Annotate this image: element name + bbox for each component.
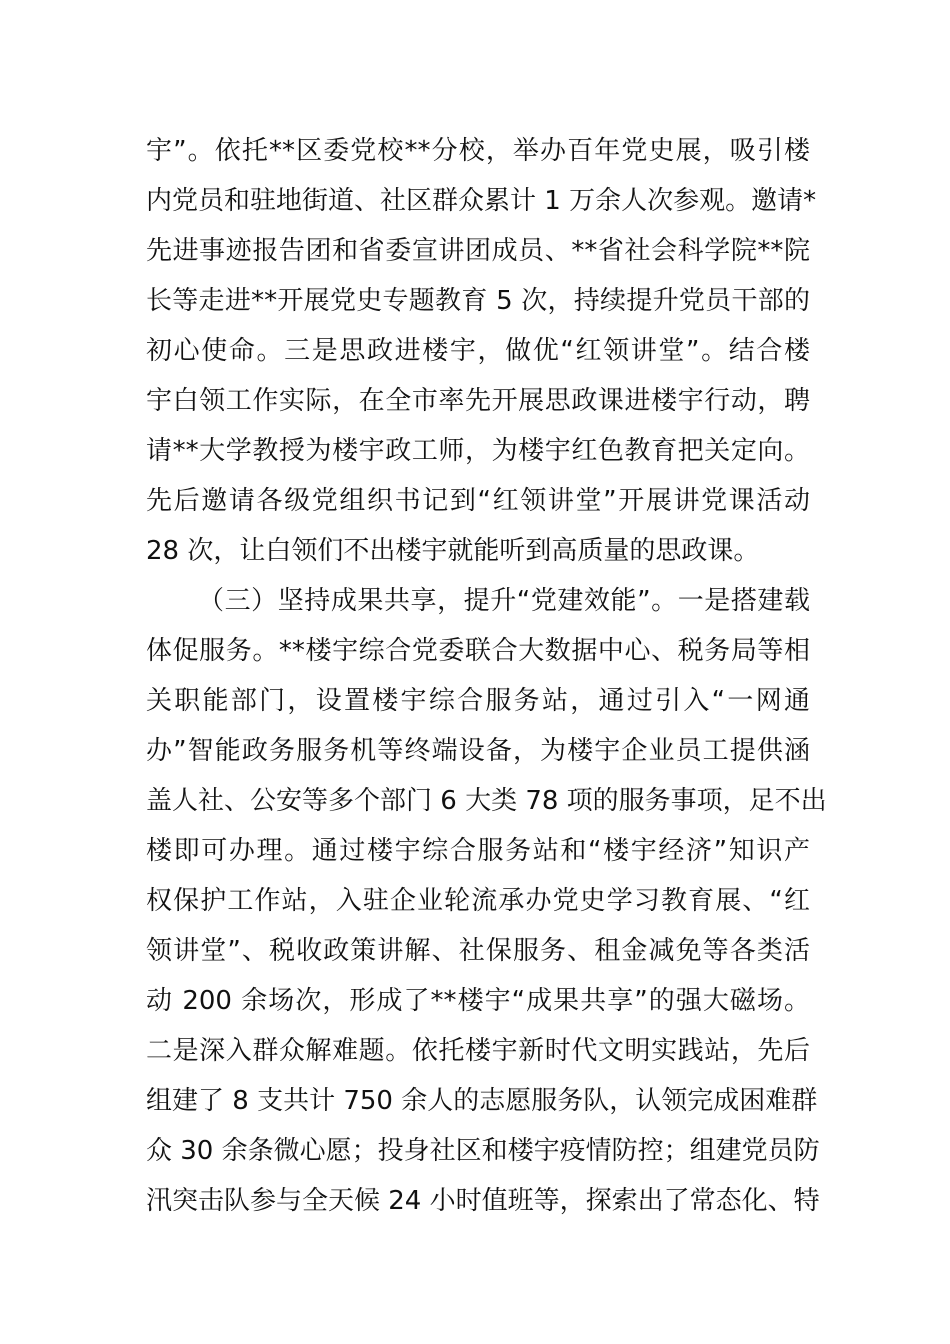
- text-line-14: 盖人社、公安等多个部门 6 大类 78 项的服务事项，足不出: [146, 786, 827, 816]
- text-line-18: 动 200 余场次，形成了**楼宇“成果共享”的强大磁场。: [146, 986, 810, 1016]
- text-line-7: 请**大学教授为楼宇政工师，为楼宇红色教育把关定向。: [146, 436, 810, 466]
- text-line-19: 二是深入群众解难题。依托楼宇新时代文明实践站，先后: [146, 1036, 810, 1066]
- text-line-3: 先进事迹报告团和省委宣讲团成员、**省社会科学院**院: [146, 236, 810, 266]
- text-line-12: 关职能部门，设置楼宇综合服务站，通过引入“一网通: [146, 686, 810, 716]
- text-line-6: 宇白领工作实际，在全市率先开展思政课进楼宇行动，聘: [146, 386, 810, 416]
- text-line-13: 办”智能政务服务机等终端设备，为楼宇企业员工提供涵: [146, 736, 810, 766]
- text-line-5: 初心使命。三是思政进楼宇，做优“红领讲堂”。结合楼: [146, 336, 810, 366]
- text-line-21: 众 30 余条微心愿；投身社区和楼宇疫情防控；组建党员防: [146, 1136, 820, 1166]
- text-line-11: 体促服务。**楼宇综合党委联合大数据中心、税务局等相: [146, 636, 810, 666]
- text-line-8: 先后邀请各级党组织书记到“红领讲堂”开展讲党课活动: [146, 486, 810, 516]
- text-line-10-paragraph-start: （三）坚持成果共享，提升“党建效能”。一是搭建载: [198, 586, 810, 616]
- text-line-20: 组建了 8 支共计 750 余人的志愿服务队，认领完成困难群: [146, 1086, 818, 1116]
- text-line-17: 领讲堂”、税收政策讲解、社保服务、租金减免等各类活: [146, 936, 810, 966]
- text-line-22: 汛突击队参与全天候 24 小时值班等，探索出了常态化、特: [146, 1186, 820, 1216]
- text-line-15: 楼即可办理。通过楼宇综合服务站和“楼宇经济”知识产: [146, 836, 810, 866]
- text-line-16: 权保护工作站，入驻企业轮流承办党史学习教育展、“红: [146, 886, 810, 916]
- text-line-1: 宇”。依托**区委党校**分校，举办百年党史展，吸引楼: [146, 136, 810, 166]
- text-line-4: 长等走进**开展党史专题教育 5 次，持续提升党员干部的: [146, 286, 810, 316]
- body-text: [146, 126, 827, 1226]
- text-line-9: 28 次，让白领们不出楼宇就能听到高质量的思政课。: [146, 536, 760, 566]
- text-line-2: 内党员和驻地街道、社区群众累计 1 万余人次参观。邀请*: [146, 186, 817, 216]
